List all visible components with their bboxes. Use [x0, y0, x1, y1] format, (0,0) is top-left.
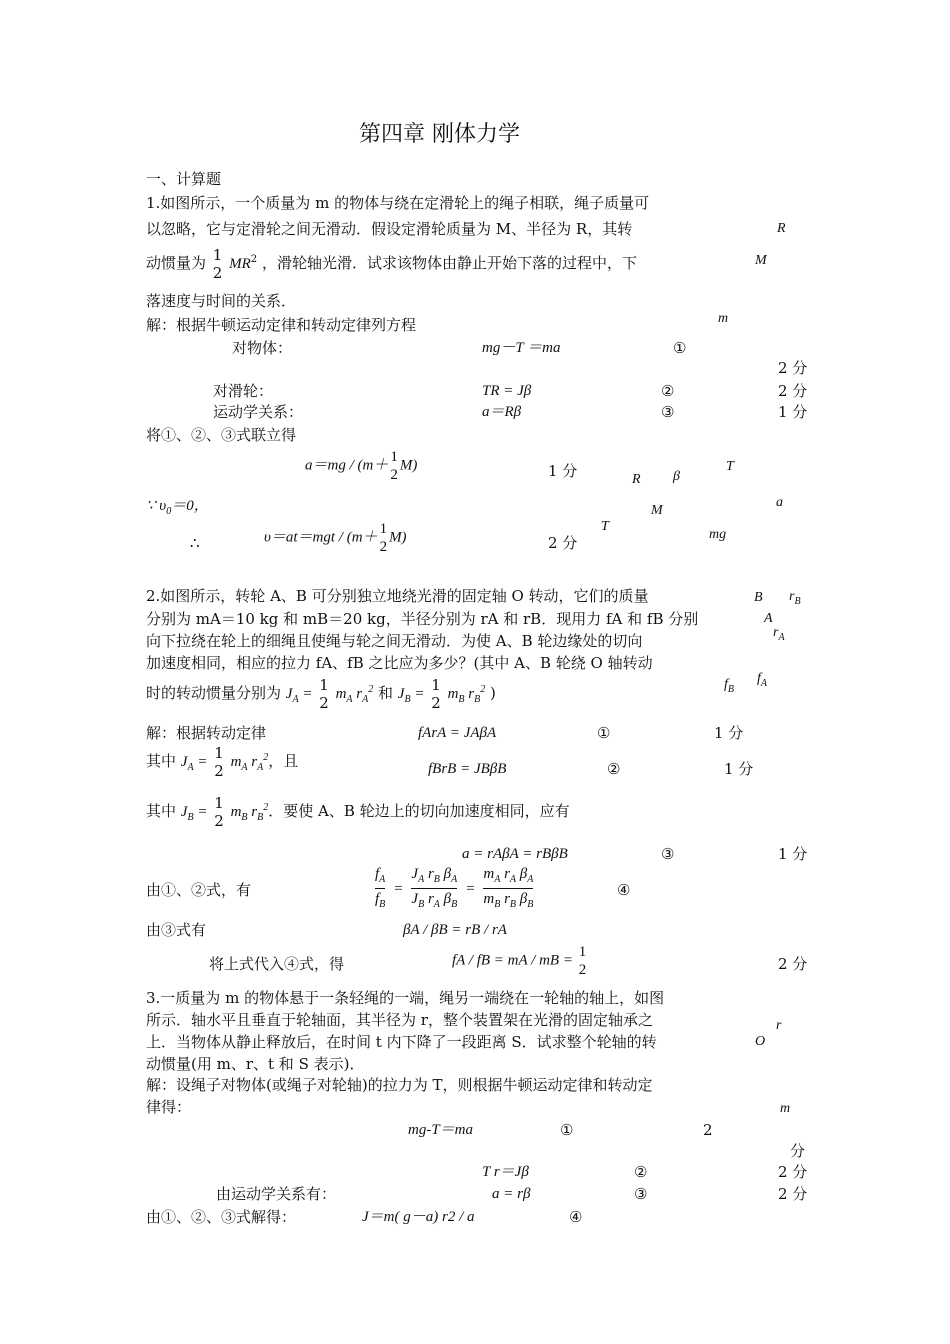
problem2-line3: 向下拉绕在轮上的细绳且使绳与轮之间无滑动．为使 A、B 轮边缘处的切向: [146, 632, 643, 650]
fig1-label-R-top: R: [777, 221, 786, 236]
since-line: [146, 497, 209, 521]
eq4-right: M): [399, 457, 418, 474]
p3-eq2-number: ②: [634, 1163, 648, 1181]
fig1-label-T-bottom: T: [601, 519, 609, 534]
eq2: TR = Jβ: [482, 383, 532, 399]
JB-suffix: ．要使 A、B 轮边上的切向加速度相同，应有: [268, 802, 570, 820]
JB-def-den: 2: [214, 812, 224, 830]
fig3-label-O: O: [755, 1034, 766, 1049]
eq5-right: M): [389, 529, 407, 546]
fig1-label-beta: β: [673, 469, 680, 484]
eq4-frac-den: 2: [390, 467, 398, 483]
eqF-text: fA / fB = mA / mB =: [452, 952, 573, 969]
eqA-number: ①: [597, 724, 611, 742]
fig1-label-M: M: [651, 503, 663, 518]
JB-fraction: [431, 676, 441, 712]
fig2-label-fB: $f_B$: [724, 677, 734, 695]
p3-eq1-number: ①: [560, 1121, 574, 1139]
JA-def-symbol: $J_A$ =: [180, 754, 208, 773]
problem3-line2: 所示．轴水平且垂直于轮轴面，其半径为 r，整个装置架在光滑的固定轴承之: [146, 1011, 653, 1029]
substitute-text: 将上式代入④式，得: [209, 955, 345, 973]
solution2-intro: 解：根据转动定律: [146, 724, 267, 742]
eqC-score: 1 分: [778, 845, 808, 863]
eq5: [264, 520, 407, 556]
solution3-line1: 解：设绳子对物体(或绳子对轮轴)的拉力为 T，则根据牛顿运动定律和转动定: [146, 1076, 653, 1094]
fraction-numerator: 1: [212, 246, 223, 264]
eq1-label: 对物体：: [232, 339, 293, 357]
eq4-score: 1 分: [548, 462, 578, 480]
eqD-ratio: $\frac{f_A}{f_B}$ = $\frac{J_A r_B \beta_A}{J_B r_A \beta_B}$ = $\frac{m_A r_A \beta_A}{m_B r_B \beta_B}$: [375, 866, 533, 913]
problem2-line4: 加速度相同，相应的拉力 fA、fB 之比应为多少？(其中 A、B 轮绕 O 轴转动: [146, 654, 653, 672]
JB-def-num: 1: [214, 794, 224, 812]
p3-eq1-score: 2: [703, 1121, 713, 1139]
problem3-line4: 动惯量(用 m、r、t 和 S 表示)．: [146, 1055, 365, 1073]
problem3-line1: 3.一质量为 m 的物体悬于一条轻绳的一端，绳另一端绕在一轮轴的轴上，如图: [146, 989, 665, 1007]
eqF-fraction: [579, 943, 587, 979]
JA-expression: $m_A$ $r_A^2$: [335, 684, 374, 705]
eq5-frac-den: 2: [379, 539, 388, 555]
JA-def-expr: $m_A$ $r_A^2$: [230, 752, 269, 773]
fraction-denominator: 2: [212, 264, 223, 282]
fig2-label-fA: $f_A$: [757, 671, 767, 689]
eqA-score: 1 分: [714, 724, 744, 742]
eqF-score: 2 分: [778, 955, 808, 973]
fig2-rB-letter: r: [789, 589, 795, 604]
problem2-line5: [146, 676, 496, 712]
problem1-line2: 以忽略，它与定滑轮之间无滑动．假设定滑轮质量为 M、半径为 R，其转: [146, 220, 633, 238]
p3-eq3-score: 2 分: [778, 1185, 808, 1203]
eq5-left: υ＝at＝mgt / (m＋: [264, 529, 378, 546]
eq4-frac-num: 1: [390, 449, 398, 465]
p3-eq3: a = rβ: [492, 1186, 531, 1202]
since-symbol: ∵ υ: [146, 498, 167, 514]
p3-eq1: mg-T＝ma: [408, 1122, 474, 1138]
eq4-fraction: [390, 448, 398, 484]
eqA: fArA = JAβA: [418, 725, 497, 741]
p3-eq4-number: ④: [569, 1208, 583, 1226]
problem2-line5-close: ): [490, 684, 496, 702]
eqD-number: ④: [617, 881, 631, 899]
eq3-score: 1 分: [778, 403, 808, 421]
p3-eq3-label: 由运动学关系有：: [216, 1185, 337, 1203]
solution1-intro: 解：根据牛顿运动定律和转动定律列方程: [146, 316, 417, 334]
eq4: [305, 448, 417, 484]
JB-symbol: $J_B$ =: [397, 686, 425, 705]
problem1-line4: 落速度与时间的关系．: [146, 292, 297, 310]
from12-text: 由①、②式，有: [146, 881, 252, 899]
fig2-label-B: B: [754, 590, 763, 605]
eqB: fBrB = JBβB: [428, 761, 507, 777]
fig1-label-T-top: T: [726, 459, 734, 474]
eqE: βA / βB = rB / rA: [403, 922, 507, 938]
JB-def-symbol: $J_B$ =: [180, 804, 208, 823]
since-subscript: 0: [166, 506, 172, 517]
fig1-label-R: R: [632, 472, 641, 487]
eq3-label: 运动学关系：: [213, 403, 304, 421]
eq2-label: 对滑轮：: [213, 382, 274, 400]
problem1-line3-suffix: ，滑轮轴光滑．试求该物体由静止开始下落的过程中，下: [261, 254, 637, 272]
fig2-label-rA: $r_A$: [773, 625, 785, 643]
fig2-label-rB: $r_B$: [789, 589, 801, 607]
JA-frac-num: 1: [319, 676, 329, 694]
problem2-line5-prefix: 时的转动惯量分别为: [146, 684, 282, 702]
problem2-line2: 分别为 mA＝10 kg 和 mB＝20 kg，半径分别为 rA 和 rB．现用力 fA 和 fB 分别: [146, 610, 699, 628]
combine-text: 将①、②、③式联立得: [146, 426, 297, 444]
JA-prefix: 其中: [146, 752, 177, 770]
eqC-number: ③: [661, 845, 675, 863]
eqF-num: 1: [578, 944, 587, 960]
JA-symbol: $J_A$ =: [285, 686, 313, 705]
fig2-label-A: A: [764, 611, 773, 626]
eq1-score: 2 分: [778, 359, 808, 377]
solution3-line2: 律得：: [146, 1098, 192, 1116]
JA-def-num: 1: [214, 744, 224, 762]
JB-def-fraction: [214, 794, 224, 830]
problem2-line5-and: 和: [378, 684, 394, 702]
half-fraction: [213, 246, 223, 282]
p3-eq3-number: ③: [634, 1185, 648, 1203]
from3-text: 由③式有: [146, 921, 207, 939]
eq2-number: ②: [661, 382, 675, 400]
p3-eq1-score-unit: 分: [790, 1142, 806, 1160]
section-heading: 一、计算题: [146, 170, 222, 188]
eq2-score: 2 分: [778, 382, 808, 400]
eq1-number: ①: [673, 339, 687, 357]
eqB-number: ②: [607, 760, 621, 778]
fig2-fA-letter: f: [757, 671, 761, 686]
JB-definition: [146, 794, 570, 830]
JB-expression: $m_B$ $r_B^2$: [447, 684, 486, 705]
JB-frac-den: 2: [431, 694, 441, 712]
page-title: 第四章 刚体力学: [359, 122, 520, 147]
fig3-label-m: m: [780, 1101, 791, 1116]
p3-eq4: J＝m( g－a) r2 / a: [362, 1209, 475, 1225]
JA-suffix: ，且: [268, 752, 299, 770]
p3-eq2-score: 2 分: [778, 1163, 808, 1181]
eqF-den: 2: [578, 962, 587, 978]
since-rest: ＝0，: [171, 498, 209, 514]
inertia-MR: MR: [229, 256, 251, 272]
problem2-line1: 2.如图所示，转轮 A、B 可分别独立地绕光滑的固定轴 O 转动，它们的质量: [146, 587, 649, 605]
problem1-line3-prefix: 动惯量为: [146, 254, 207, 272]
JA-frac-den: 2: [319, 694, 329, 712]
JA-def-den: 2: [214, 762, 224, 780]
fig2-fB-letter: f: [724, 677, 728, 692]
JB-frac-num: 1: [431, 676, 441, 694]
fig3-label-r: r: [776, 1018, 782, 1033]
eqC: a = rAβA = rBβB: [462, 846, 568, 862]
p3-solve-label: 由①、②、③式解得：: [146, 1208, 297, 1226]
therefore-symbol: ∴: [190, 534, 200, 552]
eq3: a＝Rβ: [482, 404, 522, 420]
JB-def-expr: $m_B$ $r_B^2$: [230, 802, 269, 823]
problem3-line3: 上．当物体从静止释放后，在时间 t 内下降了一段距离 S．试求整个轮轴的转: [146, 1033, 657, 1051]
problem1-line3: [146, 246, 637, 282]
fig2-rA-letter: r: [773, 625, 779, 640]
fig1-label-m: m: [718, 311, 729, 326]
JA-definition: [146, 744, 298, 780]
eq1: mg－T ＝ma: [482, 340, 561, 356]
JA-def-fraction: [214, 744, 224, 780]
fig1-label-mg: mg: [709, 527, 727, 542]
fig1-label-M-top: M: [755, 253, 767, 268]
eq4-left: a＝mg / (m＋: [305, 457, 389, 474]
eqB-score: 1 分: [724, 760, 754, 778]
problem1-line1: 1.如图所示，一个质量为 m 的物体与绕在定滑轮上的绳子相联，绳子质量可: [146, 194, 650, 212]
eq5-fraction: [380, 520, 388, 556]
eqF: [452, 943, 588, 979]
fig1-label-a: a: [776, 495, 783, 510]
JB-prefix: 其中: [146, 802, 177, 820]
eq5-frac-num: 1: [379, 521, 388, 537]
JA-fraction: [319, 676, 329, 712]
p3-eq2: T r＝Jβ: [482, 1164, 529, 1180]
inertia-exponent: 2: [250, 254, 258, 265]
eq5-score: 2 分: [548, 534, 578, 552]
eq3-number: ③: [661, 403, 675, 421]
